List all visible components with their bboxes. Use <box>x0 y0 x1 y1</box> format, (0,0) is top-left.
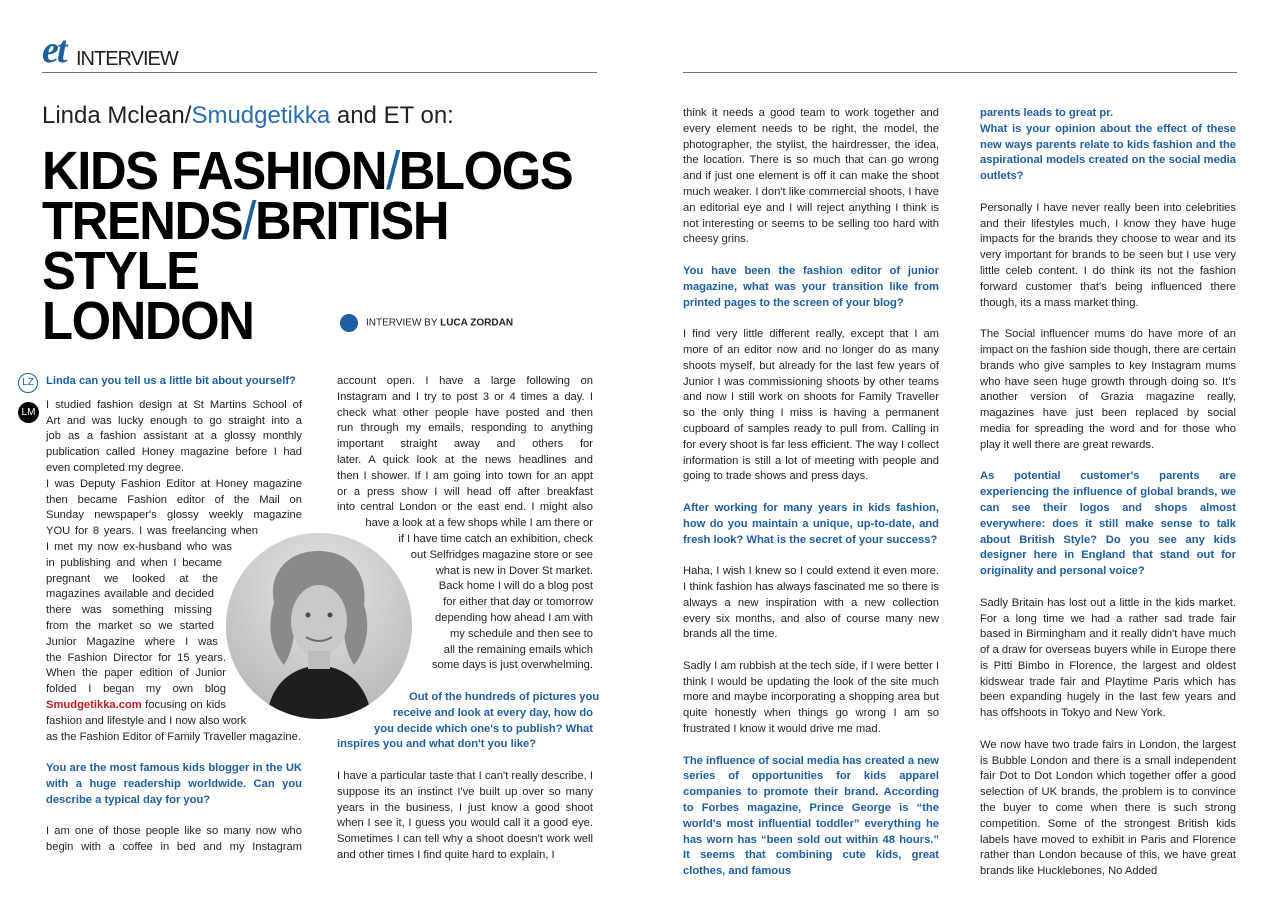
text-line: in publishing and when I became <box>46 556 222 569</box>
kicker-brand: Smudgetikka <box>191 102 331 129</box>
question: After working for many years in kids fashion, how do you maintain a unique, up-to-date, and fresh look? What is the secret of your success? <box>683 501 939 546</box>
answer-text: focusing on kids <box>141 698 226 711</box>
text-line: I am one of those people like so many now who <box>46 825 302 838</box>
text-line: or a press show I will head off after breakfast <box>337 485 593 498</box>
title-line3: LONDON <box>42 291 254 351</box>
title-line2a: TRENDS <box>42 191 243 251</box>
interviewer-badge: LZ <box>18 373 38 393</box>
text-line: you decide which one's to publish? What <box>374 722 593 735</box>
byline-prefix: INTERVIEW BY <box>366 317 441 329</box>
text-line: from the market so we started <box>46 619 214 632</box>
text-line: out Selfridges magazine store or see <box>410 548 593 561</box>
answer: I find very little different really, except that I am more of an editor now and no longer do as many shoots myself, but already for the last few years of Junior I was commissioning shoots by other teams and now I still work on shoots for Family Traveller so the only thing I miss is having a permanent cupboard of samples ready to pull from. Calling in for every shoot is far less efficient. The way I collect information is still a lot of meeting with people and going to trade shows and press days. <box>683 328 939 483</box>
column-3 <box>683 106 939 880</box>
column-4 <box>980 106 1236 880</box>
text-line: folded I began my own blog <box>46 683 226 696</box>
question: You are the most famous kids blogger in the UK with a huge readership worldwide. Can you describe a typical day for you? <box>46 762 302 806</box>
text-line: even completed my degree. <box>46 461 185 474</box>
text-line: Junior Magazine where I was <box>46 635 218 648</box>
text-line: run through my emails, responding to anything <box>337 422 593 435</box>
text-line: for either that day or tomorrow <box>443 596 593 609</box>
question: Linda can you tell us a little bit about yourself? <box>46 375 296 387</box>
text-line: fashion and lifestyle and I now also work <box>46 714 247 727</box>
answer-block <box>46 824 302 856</box>
text-line: check what other people have posted and then <box>337 406 593 419</box>
answer: I have a particular taste that I can't really describe, I suppose its an instinct I've built up over so many years in the business, I just know a good shoot when I see it, I guess you would call it a good eye. Sometimes I can tell why a shoot doesn't work well and other times I find quite hard to explain, I <box>337 769 593 861</box>
text-line: inspires you and what don't you like? <box>337 738 537 751</box>
text-line: Art and was lucky enough to go straight into a <box>46 414 302 427</box>
answer: We now have two trade fairs in London, the largest is Bubble London and there is a small independent fair Dot to Dot London which together offer a good selection of UK brands, the problem is to convince the buyer to come when there is such strong competition. Some of the strongest British kids labels have moved to exhibit in Paris and Florence rather than London because of this, we have great brands like Hucklebones, No Added <box>980 738 1236 878</box>
answer-block <box>46 714 302 746</box>
text-line: publication called Honey magazine before I had <box>46 446 302 459</box>
text-line: I was Deputy Fashion Editor at Honey magazine <box>46 477 302 490</box>
interviewee-badge: LM <box>18 402 39 423</box>
answer: The Social influencer mums do have more of an impact on the fashion side though, there are certain brands who give samples to key Instagram mums who have seen huge growth through doing so. It's another version of Grazia magazine really, magazines have just been replaced by social media for spreading the word and for those who play it well there are great rewards. <box>980 328 1236 451</box>
kicker-rest: and ET on: <box>330 102 454 129</box>
byline-author: LUCA ZORDAN <box>440 317 514 329</box>
title-line1b: BLOGS <box>398 141 573 201</box>
header-rule <box>683 72 1237 73</box>
title-line1a: KIDS FASHION <box>42 141 387 201</box>
text-line: as the Fashion Editor of Family Traveller magazine. <box>46 730 301 743</box>
text-line: Out of the hundreds of pictures you <box>409 690 600 703</box>
text-line: job as a fashion assistant at a glossy monthly <box>46 430 302 443</box>
kicker-name: Linda Mclean/ <box>42 102 192 129</box>
question: You have been the fashion editor of junior magazine, what was your transition like from printed pages to the screen of your blog? <box>683 264 939 309</box>
text-line: if I have time catch an exhibition, check <box>398 532 593 545</box>
text-line: my schedule and then see to <box>449 627 593 640</box>
text-line: into central London or the east end. I might also <box>337 501 593 514</box>
logo-et: et <box>42 29 66 71</box>
text-line: the Fashion Director for 15 years. <box>46 651 226 664</box>
text-line: later. A quick look at the news headlines and <box>337 453 593 466</box>
text-line: some days is just overwhelming. <box>431 659 593 672</box>
title-slash: / <box>386 141 399 201</box>
text-line: all the remaining emails which <box>443 643 593 656</box>
text-line: have a look at a few shops while I am there or <box>365 517 593 530</box>
text-line: Back home I will do a blog post <box>438 580 593 593</box>
question: The influence of social media has created a new series of opportunities for kids apparel companies to promote their brand. According to Forbes magazine, Prince George is “the world's most influential toddler” everything he has worn has “been sold out within 48 hours.” It seems that combining cute kids, great clothes, and famous <box>683 754 939 878</box>
byline <box>340 314 513 332</box>
answer: Sadly Britain has lost out a little in the kids market. For a long time we had a rather sad trade fair based in Birmingham and it really didn't have much of a draw for overseas buyers while in Europe there is Pitti Bimbo in Florence, the largest and oldest kidswear trade fair and Playtime Paris which has been expanding hugely in the last few years and has offshoots in Tokyo and New York. <box>980 596 1236 720</box>
portrait-image <box>226 533 412 719</box>
text-line: Sunday newspaper's glossy weekly magazine <box>46 509 302 522</box>
text-line: I met my now ex-husband who was <box>46 540 232 553</box>
text-line: depending how ahead I am with <box>435 611 593 624</box>
text-line: pregnant we looked at the <box>46 572 218 585</box>
question: What is your opinion about the effect of these new ways parents relate to kids fashion and the aspirational models created on the social media outlets? <box>980 122 1236 183</box>
text-line: I studied fashion design at St Martins School of <box>46 398 302 411</box>
text-line: begin with a coffee in bed and my Instagram <box>46 841 302 854</box>
question: parents leads to great pr. <box>980 107 1114 119</box>
answer-line <box>46 698 226 714</box>
answer: Personally I have never really been into celebrities and their lifestyles much, I know they have huge impacts for the brands they choose to wear and its very important for brands to be seen but I use very little celeb content. I do think its not the fashion forward customer that's being influenced there though, its a mass market thing. <box>980 201 1236 309</box>
title-line2b: BRITISH STYLE <box>42 191 449 301</box>
text-line: what is new in Dover St market. <box>435 564 593 577</box>
text-line: magazines available and decided <box>46 588 214 601</box>
text-line: then became Fashion editor of the Mail on <box>46 493 302 506</box>
answer: Haha, I wish I knew so I could extend it even more. I think fashion has always fascinated me so there is always a new inspiration with a new collection every six months, and also of course many new brands all the time. <box>683 565 939 641</box>
header-rule <box>42 72 597 73</box>
text-line: Instagram and I try to post 3 or 4 times a day. I <box>337 390 593 403</box>
text-line: YOU for 8 years. I was freelancing when <box>46 525 258 538</box>
logo-section: INTERVIEW <box>76 48 178 70</box>
text-line: important straight away and others for <box>337 438 593 451</box>
text-line: account open. I have a large following on <box>337 375 593 387</box>
blog-link[interactable]: Smudgetikka.com <box>46 698 142 711</box>
answer: think it needs a good team to work together and every element needs to be right, the model, the photographer, the stylist, the hairdresser, the idea, the location. There is so much that can go wrong and if just one element is off it can make the shoot much weaker. I don't like commercial shoots, I have an editorial eye and I will reject anything I think is not interesting or seems to be selling too hard with cheesy grins. <box>683 107 939 246</box>
title-slash: / <box>242 191 255 251</box>
magazine-logo <box>42 29 242 71</box>
text-line: receive and look at every day, how do <box>393 706 593 719</box>
text-line: there was something missing <box>46 604 212 617</box>
text-line: When the paper edition of Junior <box>46 667 226 680</box>
portrait-photo <box>226 533 412 719</box>
byline-dot-icon <box>340 314 358 332</box>
kicker <box>42 102 454 130</box>
question: As potential customer's parents are experiencing the influence of global brands, we can see their logos and shops almost everywhere: does it still make sense to talk about British Style? Do you see any kids designer here in England that stand out for originality and personal voice? <box>980 470 1236 578</box>
right-page <box>640 0 1280 915</box>
answer: Sadly I am rubbish at the tech side, if I were better I think I would be updating the look of the site much more and maybe incorporating a shopping area but quite honestly when things go wrong I am so frustrated I know it would drive me mad. <box>683 659 939 736</box>
text-line: then I shower. If I am going into town for an appt <box>337 469 593 482</box>
